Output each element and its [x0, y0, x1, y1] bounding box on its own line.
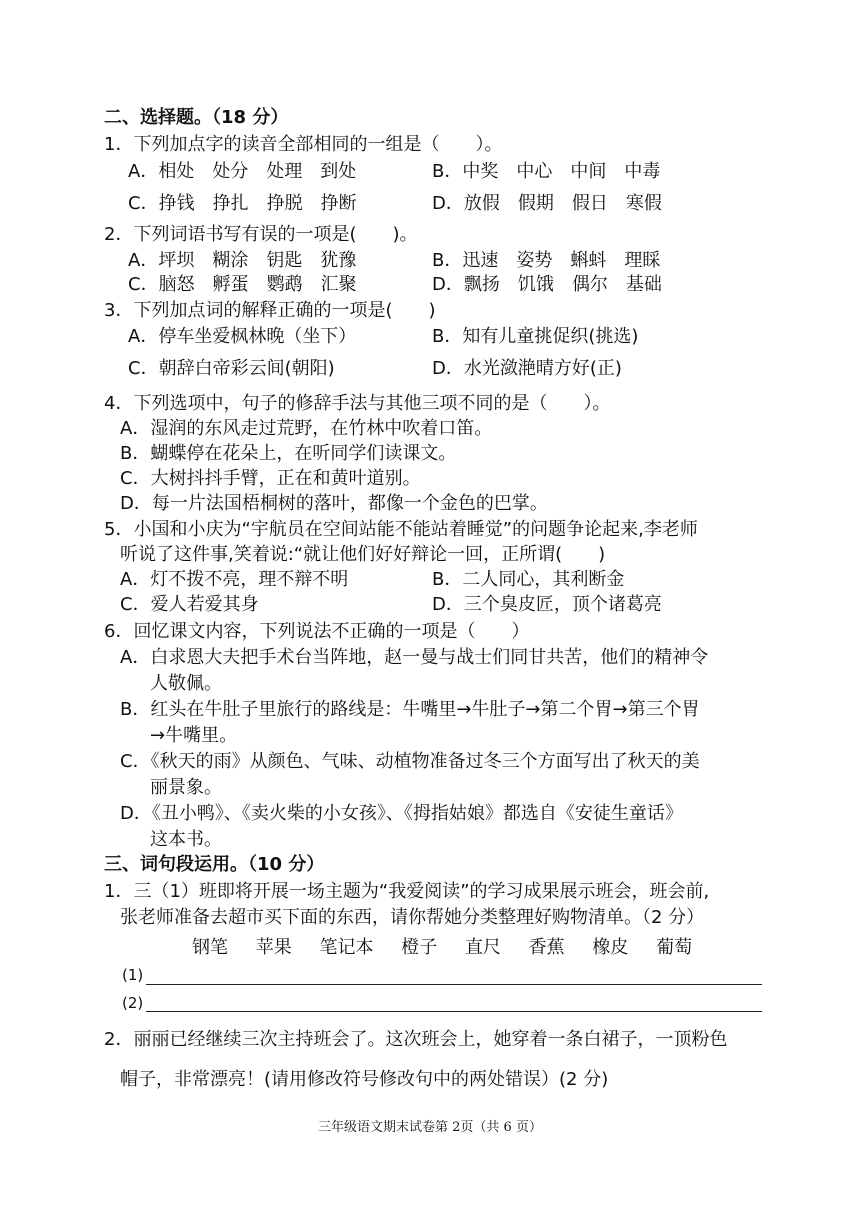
- q3-option-a: A．停车坐爱枫林晚（坐下）: [128, 326, 357, 347]
- shopping-item: 橡皮: [592, 937, 629, 958]
- q2-option-a: A．坪坝 糊涂 钥匙 犹豫: [128, 250, 357, 271]
- q3-stem: 3．下列加点词的解释正确的一项是( ): [104, 300, 436, 321]
- answer-line-2[interactable]: [146, 1011, 762, 1012]
- q1-option-a: A．相处 处分 处理 到处: [128, 161, 357, 182]
- blank-2-label: (2): [122, 994, 144, 1012]
- shopping-item: 钢笔: [192, 937, 228, 958]
- shopping-item: 苹果: [255, 937, 292, 958]
- answer-line-1[interactable]: [146, 984, 762, 985]
- q3-option-d: D．水光潋滟晴方好(正): [432, 358, 622, 379]
- s3-q2-stem-line1: 2．丽丽已经继续三次主持班会了。这次班会上，她穿着一条白裙子，一顶粉色: [104, 1029, 728, 1050]
- q4-option-b: B．蝴蝶停在花朵上，在听同学们读课文。: [120, 443, 457, 464]
- shopping-item: 直尺: [464, 937, 501, 958]
- s3-q1-stem-line2: 张老师准备去超市买下面的东西，请你帮她分类整理好购物清单。（2 分）: [120, 907, 705, 928]
- q5-option-d: D．三个臭皮匠，顶个诸葛亮: [432, 594, 662, 615]
- section2-title: 二、选择题。（18 分）: [104, 107, 289, 128]
- shopping-item: 笔记本: [319, 937, 374, 958]
- q5-option-c: C．爱人若爱其身: [120, 594, 259, 615]
- q4-stem: 4．下列选项中，句子的修辞手法与其他三项不同的是（ ）。: [104, 393, 611, 414]
- q6-option-d-line1: D．《丑小鸭》、《卖火柴的小女孩》、《拇指姑娘》都选自《安徒生童话》: [120, 803, 683, 824]
- blank-1-label: (1): [122, 966, 144, 984]
- q2-option-d: D．飘扬 饥饿 偶尔 基础: [432, 274, 662, 295]
- s3-q1-stem-line1: 1．三（1）班即将开展一场主题为“我爱阅读”的学习成果展示班会，班会前,: [104, 881, 710, 902]
- q2-option-c: C．脑怒 孵蛋 鹦鹉 汇聚: [128, 274, 357, 295]
- q1-option-b: B．中奖 中心 中间 中毒: [432, 161, 661, 182]
- q6-option-d-line2: 这本书。: [150, 829, 222, 850]
- q3-option-c: C．朝辞白帝彩云间(朝阳): [128, 358, 335, 379]
- q6-option-b-line1: B．红头在牛肚子里旅行的路线是：牛嘴里→牛肚子→第二个胃→第三个胃: [120, 699, 700, 720]
- q6-option-c-line2: 丽景象。: [150, 777, 222, 798]
- q1-stem: 1．下列加点字的读音全部相同的一组是（ ）。: [104, 134, 503, 155]
- q4-option-d: D．每一片法国梧桐树的落叶，都像一个金色的巴掌。: [120, 493, 548, 514]
- q2-option-b: B．迅速 姿势 蝌蚪 理睬: [432, 250, 661, 271]
- q5-stem-line2: 听说了这件事,笑着说:“就让他们好好辩论一回，正所谓( ): [120, 544, 606, 565]
- q5-option-a: A．灯不拨不亮，理不辩不明: [120, 569, 349, 590]
- q4-option-c: C．大树抖抖手臂，正在和黄叶道别。: [120, 468, 421, 489]
- q3-option-b: B．知有儿童挑促织(挑选): [432, 326, 639, 347]
- q6-option-a-line1: A．白求恩大夫把手术台当阵地，赵一曼与战士们同甘共苦，他们的精神令: [120, 647, 709, 668]
- shopping-item: 葡萄: [656, 937, 693, 958]
- q6-option-a-line2: 人敬佩。: [150, 673, 222, 694]
- q5-stem-line1: 5．小国和小庆为“宇航员在空间站能不能站着睡觉”的问题争论起来,李老师: [104, 519, 698, 540]
- page-footer: 三年级语文期末试卷第 2页（共 6 页）: [318, 1120, 542, 1135]
- shopping-item: 橙子: [401, 937, 438, 958]
- q1-option-d: D．放假 假期 假日 寒假: [432, 193, 662, 214]
- q6-option-b-line2: →牛嘴里。: [150, 725, 238, 746]
- q6-stem: 6．回忆课文内容，下列说法不正确的一项是（ ）: [104, 621, 530, 642]
- q5-option-b: B．二人同心，其利断金: [432, 569, 625, 590]
- q4-option-a: A．湿润的东风走过荒野，在竹林中吹着口笛。: [120, 418, 493, 439]
- s3-q2-stem-line2: 帽子，非常漂亮！(请用修改符号修改句中的两处错误）(2 分): [120, 1069, 609, 1090]
- q1-option-c: C．挣钱 挣扎 挣脱 挣断: [128, 193, 357, 214]
- q6-option-c-line1: C．《秋天的雨》从颜色、气味、动植物准备过冬三个方面写出了秋天的美: [120, 751, 700, 772]
- section3-title: 三、词句段运用。（10 分）: [104, 854, 325, 875]
- shopping-item: 香蕉: [528, 937, 565, 958]
- q2-stem: 2．下列词语书写有误的一项是( )。: [104, 224, 418, 245]
- shopping-items: [192, 936, 714, 960]
